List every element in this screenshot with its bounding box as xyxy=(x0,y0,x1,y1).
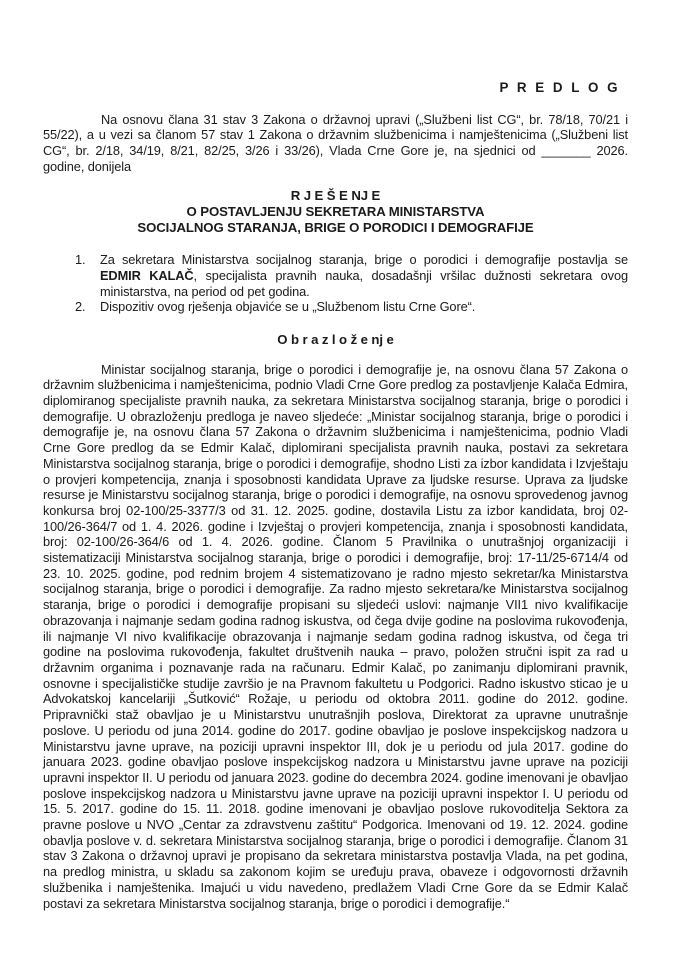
decision-title-line1: R J E Š E NJ E xyxy=(290,187,381,203)
decision-title-line2: O POSTAVLJENJU SEKRETARA MINISTARSTVA xyxy=(186,203,485,219)
item-text xyxy=(100,299,628,315)
decision-title-line3: SOCIJALNOG STARANJA, BRIGE O PORODICI I DEMOGRAFIJE xyxy=(137,219,534,235)
intro-paragraph: Na osnovu člana 31 stav 3 Zakona o državnoj upravi („Službeni list CG“, br. 78/18, 70/21 i 55/22), a u vezi sa članom 57 stav 1 Zakona o državnim službenicima i namještenicima („Službeni list CG“, br. 2/18, 34/19, 8/21, 82/25, 3/26 i 33/26), Vlada Crne Gore je, na sjednici od _______ 2026. godine, donijela xyxy=(43,111,628,174)
appointee-name: EDMIR KALAČ xyxy=(100,267,194,283)
item-number: 1. xyxy=(75,252,86,268)
list-item xyxy=(43,299,628,315)
item-number: 2. xyxy=(75,299,86,315)
explanation-heading: O b r a z l o ž e nj e xyxy=(277,331,394,347)
item-text-pre: Dispozitiv ovog rješenja objaviće se u „Službenom listu Crne Gore“. xyxy=(100,299,476,315)
decision-items xyxy=(43,252,628,315)
predlog-label: P R E D L O G xyxy=(499,80,620,95)
item-text-post: , specijalista pravnih nauka, dosadašnji vršilac dužnosti sekretara ovog ministarstva, na period od pet godina. xyxy=(100,267,628,299)
list-item xyxy=(43,252,628,299)
item-text xyxy=(100,252,628,299)
explanation-paragraph: Ministar socijalnog staranja, brige o porodici i demografije je, na osnovu člana 57 Zakona o državnim službenicima i namještenicima, podnio Vladi Crne Gore predlog za postavljenje Kalača Edmira, diplomiranog specijaliste pravnih nauka, za sekretara Ministarstva socijalnog staranja, brige o porodici i demografije. U obrazloženju predloga je naveo sljedeće: „Ministar socijalnog staranja, brige o porodici i demografije je, na osnovu člana 57 Zakona o državnim službenicima i namještenicima, podnio Vladi Crne Gore predlog da se Edmir Kalač, diplomirani specijalista pravnih nauka, postavi za sekretara Ministarstva socijalnog staranja, brige o porodici i demografije, shodno Listi za izbor kandidata i Izvještaju o provjeri kompetencija, znanja i sposobnosti kandidata Uprave za ljudske resurse. Uprava za ljudske resurse je Ministarstvu socijalnog staranja, brige o porodici i demografije, na osnovu sprovedenog javnog konkursa broj 02-100/25-3377/3 od 31. 12. 2025. godine, dostavila Listu za izbor kandidata, broj 02-100/26-364/7 od 1. 4. 2026. godine i Izvještaj o provjeri kompetencija, znanja i sposobnosti kandidata, broj: 02-100/26-364/6 od 1. 4. 2026. godine. Članom 5 Pravilnika o unutrašnjoj organizaciji i sistematizaciji Ministarstva socijalnog staranja, brige o porodici i demografije, broj: 17-11/25-6714/4 od 23. 10. 2025. godine, pod rednim brojem 4 sistematizovano je radno mjesto sekretar/ka Ministarstva socijalnog staranja, brige o porodici i demografije. Za radno mjesto sekretara/ke Ministarstva socijalnog staranja, brige o porodici i demografije propisani su sljedeći uslovi: najmanje VII1 nivo kvalifikacije obrazovanja i najmanje sedam godina radnog iskustva, od čega dvije godine na poslovima rukovođenja, ili najmanje VI nivo kvalifikacije obrazovanja i najmanje sedam godina radnog iskustva, od čega tri godine na poslovima rukovođenja, fakultet društvenih nauka – pravo, položen stručni ispit za rad u državnim organima i poznavanje rada na računaru. Edmir Kalač, po zanimanju diplomirani pravnik, osnovne i specijalističke studije završio je na Pravnom fakultetu u Podgorici. Radno iskustvo sticao je u Advokatskoj kancelariji „Šutković“ Rožaje, u periodu od oktobra 2011. godine do 2012. godine. Pripravnički staž obavljao je u Ministarstvu unutrašnjih poslova, Direktorat za upravne unutrašnje poslove. U periodu od juna 2014. godine do 2017. godine obavljao je poslove inspekcijskog nadzora u Ministarstvu javne uprave, na poziciji upravni inspektor III, dok je u periodu od jula 2017. godine do januara 2023. godine obavljao poslove inspekcijskog nadzora u Ministarstvu javne uprave na poziciji upravni inspektor II. U periodu od januara 2023. godine do decembra 2024. godine imenovani je obavljao poslove inspekcijskog nadzora u Ministarstvu javne uprave na poziciji upravni inspektor I. U periodu od 15. 5. 2017. godine do 15. 11. 2018. godine imenovani je obavljao poslove rukovoditelja Sektora za pravne poslove u NVO „Centar za zdravstvenu zaštitu“ Podgorica. Imenovani od 19. 12. 2024. godine obavlja poslove v. d. sekretara Ministarstva socijalnog staranja, brige o porodici i demografije. Članom 31 stav 3 Zakona o državnoj upravi je propisano da sekretara ministarstva postavlja Vlada, na pet godina, na predlog ministra, u skladu sa zakonom kojim se uređuju prava, obaveze i odgovornosti državnih službenika i namještenika. Imajući u vidu navedeno, predlažem Vladi Crne Gore da se Edmir Kalač postavi za sekretara Ministarstva socijalnog staranja, brige o porodici i demografije.“ xyxy=(43,361,628,911)
decision-title xyxy=(43,188,628,237)
item-text-pre: Za sekretara Ministarstva socijalnog staranja, brige o porodici i demografije postavlja se xyxy=(100,252,628,268)
